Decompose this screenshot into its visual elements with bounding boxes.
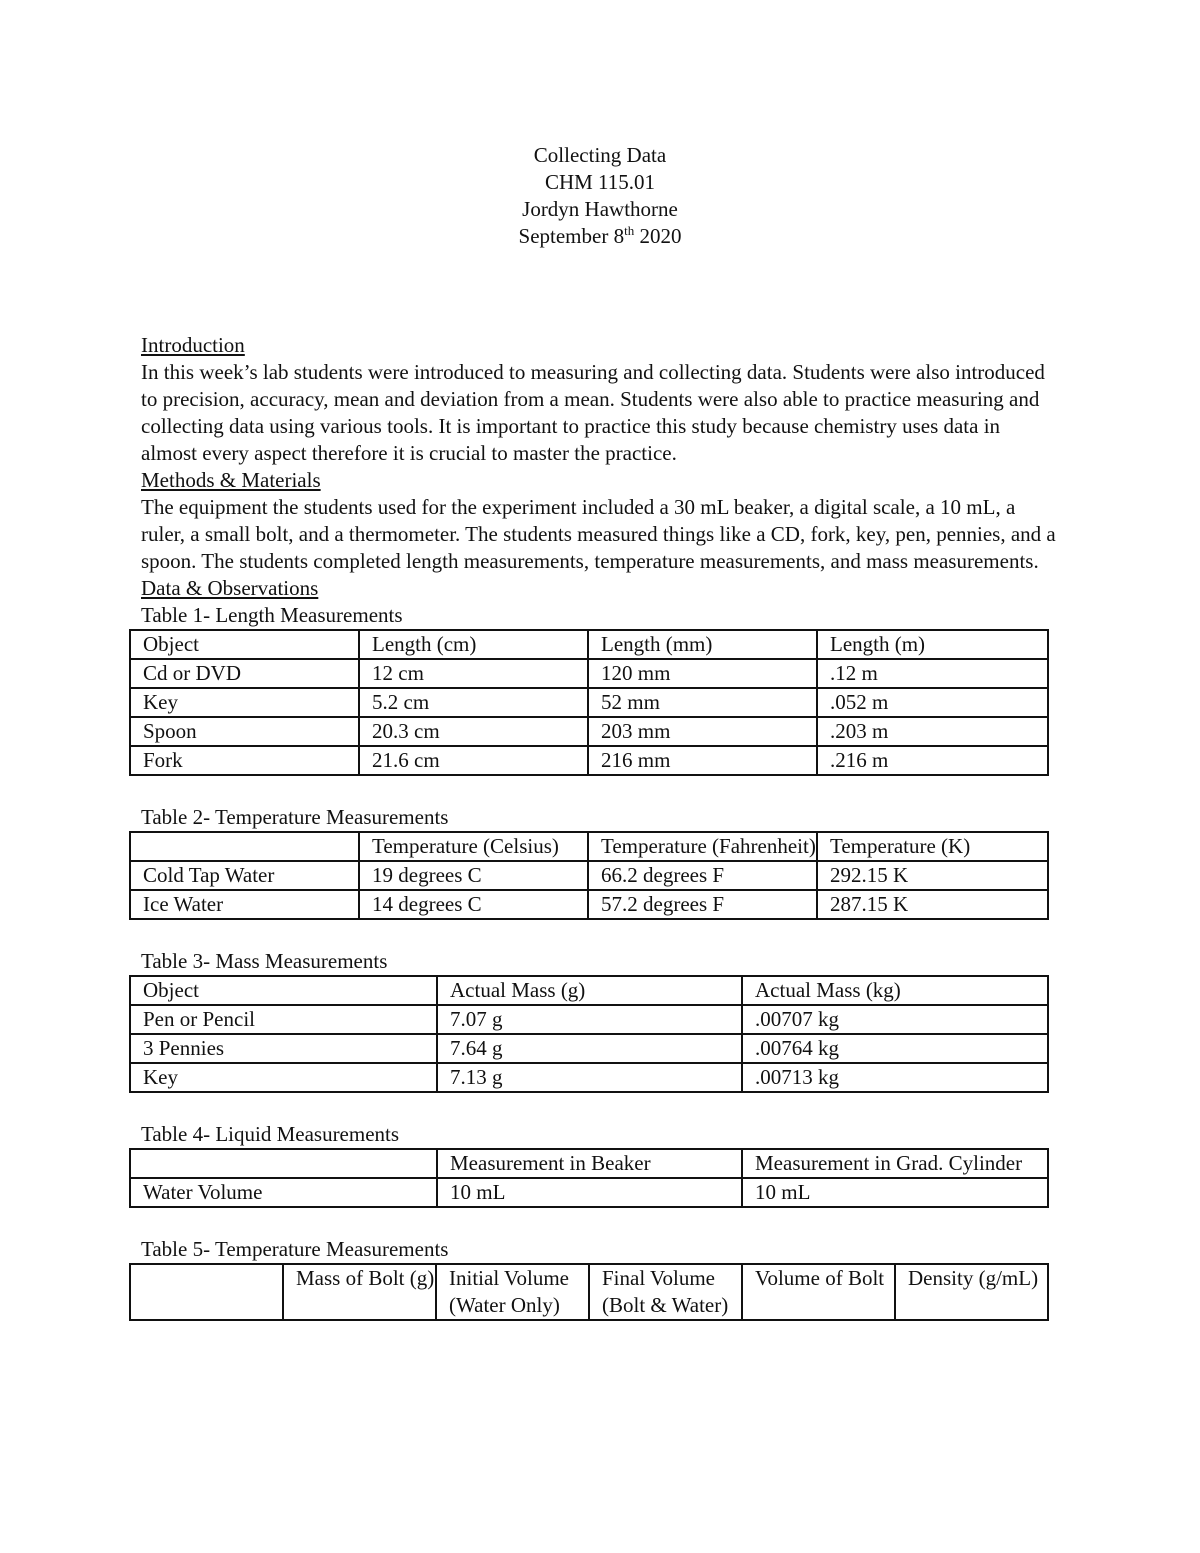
table-cell: Ice Water	[130, 890, 359, 919]
course-code: CHM 115.01	[544, 170, 656, 194]
table-cell: 5.2 cm	[359, 688, 588, 717]
liquid-table	[129, 1148, 1049, 1208]
document-title: Collecting Data	[533, 143, 667, 167]
table-header-row	[130, 1264, 1048, 1320]
table-header-cell: Length (cm)	[359, 630, 588, 659]
table-row	[130, 717, 1048, 746]
table-row	[130, 688, 1048, 717]
density-table	[129, 1263, 1049, 1321]
table-header-row	[130, 1149, 1048, 1178]
table-header-cell: Temperature (Fahrenheit)	[588, 832, 817, 861]
table-cell: 21.6 cm	[359, 746, 588, 775]
table-cell: 57.2 degrees F	[588, 890, 817, 919]
table-header-cell: Mass of Bolt (g)	[283, 1264, 436, 1320]
table-cell: .203 m	[817, 717, 1048, 746]
table-cell: .00707 kg	[742, 1005, 1048, 1034]
table-cell: 287.15 K	[817, 890, 1048, 919]
table-cell: Key	[130, 688, 359, 717]
table-header-cell: Actual Mass (kg)	[742, 976, 1048, 1005]
table-cell: 20.3 cm	[359, 717, 588, 746]
document-body	[141, 332, 1061, 1321]
document-date	[0, 223, 1200, 250]
table-header-cell: Length (mm)	[588, 630, 817, 659]
table-header-cell: Object	[130, 976, 437, 1005]
data-observations-heading: Data & Observations	[141, 576, 319, 600]
date-ordinal: th	[624, 223, 635, 238]
table-header-cell	[130, 1149, 437, 1178]
introduction-text: In this week’s lab students were introduced to measuring and collecting data. Students were also introduced to precision, accuracy, mean and deviation from a mean. Students were also able to practice measuring and collecting data using various tools. It is important to practice this study because chemistry uses data in almost every aspect therefore it is crucial to master the practice.	[141, 360, 1045, 465]
table-cell: .052 m	[817, 688, 1048, 717]
table-header-cell: Object	[130, 630, 359, 659]
table-cell: Pen or Pencil	[130, 1005, 437, 1034]
table-row	[130, 890, 1048, 919]
table-cell: 292.15 K	[817, 861, 1048, 890]
table-row	[130, 659, 1048, 688]
table-row	[130, 1063, 1048, 1092]
table2-caption: Table 2- Temperature Measurements	[141, 805, 449, 829]
table-header-cell: Final Volume (Bolt & Water)	[589, 1264, 742, 1320]
date-suffix: 2020	[634, 224, 682, 248]
table5-caption: Table 5- Temperature Measurements	[141, 1237, 449, 1261]
table-row	[130, 1034, 1048, 1063]
table-header-cell: Measurement in Beaker	[437, 1149, 742, 1178]
table-row	[130, 1178, 1048, 1207]
date-prefix: September 8	[518, 224, 625, 248]
table-header-cell: Initial Volume (Water Only)	[436, 1264, 589, 1320]
table-cell: 10 mL	[742, 1178, 1048, 1207]
table-header-cell	[130, 832, 359, 861]
table-cell: 14 degrees C	[359, 890, 588, 919]
table-cell: .216 m	[817, 746, 1048, 775]
table-cell: Water Volume	[130, 1178, 437, 1207]
table-cell: 7.64 g	[437, 1034, 742, 1063]
table-row	[130, 1005, 1048, 1034]
table-cell: 19 degrees C	[359, 861, 588, 890]
methods-text: The equipment the students used for the experiment included a 30 mL beaker, a digital scale, a 10 mL, a ruler, a small bolt, and a thermometer. The students measured things like a CD, fork, key, pen, pennies, and a spoon. The students completed length measurements, temperature measurements, and mass measurements.	[141, 495, 1056, 573]
table-cell: 216 mm	[588, 746, 817, 775]
table-cell: .12 m	[817, 659, 1048, 688]
author-name: Jordyn Hawthorne	[522, 197, 678, 221]
table-header-cell: Measurement in Grad. Cylinder	[742, 1149, 1048, 1178]
table-cell: Cold Tap Water	[130, 861, 359, 890]
table-cell: Spoon	[130, 717, 359, 746]
methods-heading: Methods & Materials	[141, 468, 321, 492]
table-header-row	[130, 630, 1048, 659]
mass-table	[129, 975, 1049, 1093]
length-table	[129, 629, 1049, 776]
title-block	[0, 142, 1200, 250]
introduction-heading: Introduction	[141, 333, 245, 357]
table-cell: 120 mm	[588, 659, 817, 688]
table1-caption: Table 1- Length Measurements	[141, 603, 403, 627]
table-cell: Fork	[130, 746, 359, 775]
table-cell: 12 cm	[359, 659, 588, 688]
table-cell: 10 mL	[437, 1178, 742, 1207]
table-header-cell: Length (m)	[817, 630, 1048, 659]
table4-caption: Table 4- Liquid Measurements	[141, 1122, 400, 1146]
table-cell: 7.07 g	[437, 1005, 742, 1034]
table3-caption: Table 3- Mass Measurements	[141, 949, 388, 973]
table-header-cell: Temperature (K)	[817, 832, 1048, 861]
table-header-cell: Temperature (Celsius)	[359, 832, 588, 861]
table-cell: 66.2 degrees F	[588, 861, 817, 890]
table-header-cell: Density (g/mL)	[895, 1264, 1048, 1320]
table-cell: .00764 kg	[742, 1034, 1048, 1063]
table-row	[130, 861, 1048, 890]
table-header-cell: Actual Mass (g)	[437, 976, 742, 1005]
table-cell: Key	[130, 1063, 437, 1092]
table-cell: 7.13 g	[437, 1063, 742, 1092]
table-header-cell	[130, 1264, 283, 1320]
table-cell: Cd or DVD	[130, 659, 359, 688]
table-header-row	[130, 832, 1048, 861]
table-cell: 203 mm	[588, 717, 817, 746]
table-row	[130, 746, 1048, 775]
table-cell: .00713 kg	[742, 1063, 1048, 1092]
temperature-table	[129, 831, 1049, 920]
table-header-row	[130, 976, 1048, 1005]
table-header-cell: Volume of Bolt	[742, 1264, 895, 1320]
table-cell: 52 mm	[588, 688, 817, 717]
table-cell: 3 Pennies	[130, 1034, 437, 1063]
